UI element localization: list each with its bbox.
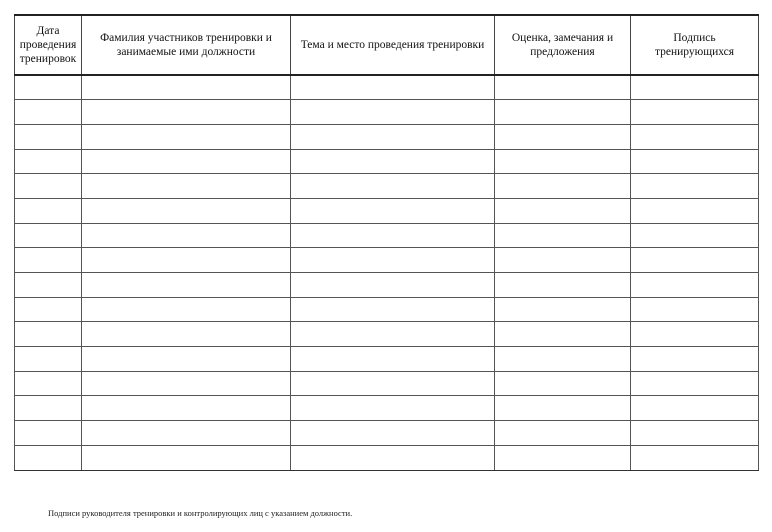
participants-cell [82,174,291,199]
signature-cell [631,75,759,100]
evaluation-cell [495,149,631,174]
evaluation-cell [495,273,631,298]
topic-cell [291,421,495,446]
signature-cell [631,174,759,199]
table-body [15,75,759,470]
date-cell [15,445,82,470]
date-cell [15,297,82,322]
evaluation-cell [495,322,631,347]
participants-cell [82,100,291,125]
footnote-signatures: Подписи руководителя тренировки и контролирующих лиц с указанием должности. [48,508,353,518]
evaluation-cell [495,445,631,470]
header-evaluation: Оценка, замечания и предложения [495,15,631,75]
table-row [15,174,759,199]
topic-cell [291,273,495,298]
topic-cell [291,297,495,322]
date-cell [15,322,82,347]
participants-cell [82,347,291,372]
topic-cell [291,124,495,149]
table-row [15,248,759,273]
table-row [15,396,759,421]
table-header-row [15,15,759,75]
evaluation-cell [495,421,631,446]
participants-cell [82,198,291,223]
table-row [15,371,759,396]
participants-cell [82,297,291,322]
date-cell [15,100,82,125]
signature-cell [631,149,759,174]
evaluation-cell [495,223,631,248]
table-row [15,421,759,446]
table-row [15,445,759,470]
signature-cell [631,198,759,223]
participants-cell [82,248,291,273]
signature-cell [631,297,759,322]
participants-cell [82,273,291,298]
topic-cell [291,347,495,372]
participants-cell [82,371,291,396]
signature-cell [631,421,759,446]
signature-cell [631,322,759,347]
topic-cell [291,198,495,223]
evaluation-cell [495,100,631,125]
topic-cell [291,396,495,421]
table-row [15,124,759,149]
header-date: Дата проведения тренировок [15,15,82,75]
evaluation-cell [495,198,631,223]
participants-cell [82,396,291,421]
date-cell [15,75,82,100]
evaluation-cell [495,248,631,273]
table-row [15,223,759,248]
date-cell [15,174,82,199]
evaluation-cell [495,347,631,372]
date-cell [15,124,82,149]
table-row [15,198,759,223]
participants-cell [82,223,291,248]
header-signature: Подпись тренирующихся [631,15,759,75]
header-participants: Фамилия участников тренировки и занимаемые ими должности [82,15,291,75]
signature-cell [631,445,759,470]
table-row [15,347,759,372]
evaluation-cell [495,174,631,199]
evaluation-cell [495,297,631,322]
evaluation-cell [495,124,631,149]
evaluation-cell [495,396,631,421]
participants-cell [82,421,291,446]
signature-cell [631,100,759,125]
signature-cell [631,347,759,372]
date-cell [15,371,82,396]
header-topic-place: Тема и место проведения тренировки [291,15,495,75]
topic-cell [291,75,495,100]
participants-cell [82,322,291,347]
topic-cell [291,445,495,470]
table-row [15,273,759,298]
date-cell [15,273,82,298]
table-row [15,100,759,125]
topic-cell [291,371,495,396]
participants-cell [82,445,291,470]
topic-cell [291,149,495,174]
topic-cell [291,100,495,125]
date-cell [15,248,82,273]
date-cell [15,223,82,248]
date-cell [15,149,82,174]
date-cell [15,396,82,421]
participants-cell [82,75,291,100]
date-cell [15,347,82,372]
topic-cell [291,174,495,199]
table-row [15,75,759,100]
signature-cell [631,396,759,421]
signature-cell [631,223,759,248]
topic-cell [291,322,495,347]
signature-cell [631,273,759,298]
table-row [15,297,759,322]
signature-cell [631,124,759,149]
training-journal-table [14,14,759,471]
participants-cell [82,124,291,149]
topic-cell [291,223,495,248]
date-cell [15,421,82,446]
date-cell [15,198,82,223]
signature-cell [631,248,759,273]
signature-cell [631,371,759,396]
participants-cell [82,149,291,174]
table-row [15,149,759,174]
evaluation-cell [495,371,631,396]
evaluation-cell [495,75,631,100]
topic-cell [291,248,495,273]
table-row [15,322,759,347]
